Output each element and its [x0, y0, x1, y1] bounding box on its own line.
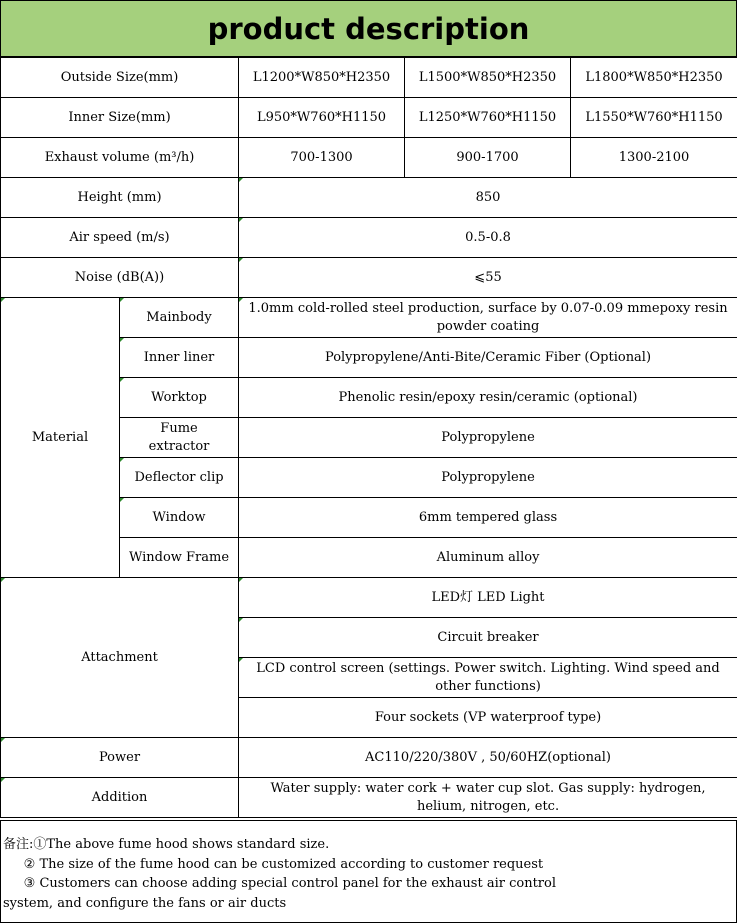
row-label-outside-size: Outside Size(mm)	[1, 58, 239, 98]
row-label-noise: Noise (dB(A))	[1, 258, 239, 298]
exhaust-volume-value-2: 900-1700	[405, 138, 571, 178]
exhaust-volume-value-3: 1300-2100	[571, 138, 737, 178]
material-label-fume-extractor: Fume extractor	[120, 418, 239, 458]
material-label-inner-liner: Inner liner	[120, 338, 239, 378]
attachment-sockets: Four sockets (VP waterproof type)	[239, 698, 737, 738]
material-value-mainbody: 1.0mm cold-rolled steel production, surface by 0.07-0.09 mmepoxy resin powder coating	[239, 298, 737, 338]
table-row	[1, 298, 737, 338]
material-value-window-frame: Aluminum alloy	[239, 538, 737, 578]
height-value: 850	[239, 178, 737, 218]
row-label-attachment: Attachment	[1, 578, 239, 738]
power-value: AC110/220/380V , 50/60HZ(optional)	[239, 738, 737, 778]
row-label-power: Power	[1, 738, 239, 778]
notes-section	[0, 820, 737, 923]
table-row	[1, 58, 737, 98]
material-value-fume-extractor: Polypropylene	[239, 418, 737, 458]
spec-table	[0, 57, 737, 818]
inner-size-value-2: L1250*W760*H1150	[405, 98, 571, 138]
inner-size-value-3: L1550*W760*H1150	[571, 98, 737, 138]
table-row	[1, 738, 737, 778]
material-value-deflector-clip: Polypropylene	[239, 458, 737, 498]
noise-value: ⩽55	[239, 258, 737, 298]
table-row	[1, 578, 737, 618]
outside-size-value-1: L1200*W850*H2350	[239, 58, 405, 98]
outside-size-value-3: L1800*W850*H2350	[571, 58, 737, 98]
material-value-inner-liner: Polypropylene/Anti-Bite/Ceramic Fiber (Optional)	[239, 338, 737, 378]
material-label-window-frame: Window Frame	[120, 538, 239, 578]
note-line-3: ③ Customers can choose adding special control panel for the exhaust air control	[3, 876, 556, 891]
material-label-mainbody: Mainbody	[120, 298, 239, 338]
exhaust-volume-value-1: 700-1300	[239, 138, 405, 178]
material-value-worktop: Phenolic resin/epoxy resin/ceramic (optional)	[239, 378, 737, 418]
air-speed-value: 0.5-0.8	[239, 218, 737, 258]
table-row	[1, 178, 737, 218]
note-line-4: system, and configure the fans or air ducts	[3, 895, 287, 911]
row-label-exhaust-volume: Exhaust volume (m³/h)	[1, 138, 239, 178]
note-line-1: 备注:①The above fume hood shows standard size.	[3, 837, 330, 852]
table-row	[1, 778, 737, 818]
page-title: product description	[0, 0, 737, 57]
table-row	[1, 98, 737, 138]
material-label-window: Window	[120, 498, 239, 538]
row-label-material: Material	[1, 298, 120, 578]
table-row	[1, 218, 737, 258]
addition-value: Water supply: water cork + water cup slot. Gas supply: hydrogen, helium, nitrogen, etc.	[239, 778, 737, 818]
table-row	[1, 258, 737, 298]
row-label-air-speed: Air speed (m/s)	[1, 218, 239, 258]
material-label-deflector-clip: Deflector clip	[120, 458, 239, 498]
row-label-addition: Addition	[1, 778, 239, 818]
inner-size-value-1: L950*W760*H1150	[239, 98, 405, 138]
row-label-height: Height (mm)	[1, 178, 239, 218]
row-label-inner-size: Inner Size(mm)	[1, 98, 239, 138]
material-label-worktop: Worktop	[120, 378, 239, 418]
note-line-2: ② The size of the fume hood can be customized according to customer request	[3, 856, 544, 872]
attachment-lcd-screen: LCD control screen (settings. Power switch. Lighting. Wind speed and other functions)	[239, 658, 737, 698]
attachment-circuit-breaker: Circuit breaker	[239, 618, 737, 658]
outside-size-value-2: L1500*W850*H2350	[405, 58, 571, 98]
material-value-window: 6mm tempered glass	[239, 498, 737, 538]
attachment-led-light: LED灯 LED Light	[239, 578, 737, 618]
table-row	[1, 138, 737, 178]
